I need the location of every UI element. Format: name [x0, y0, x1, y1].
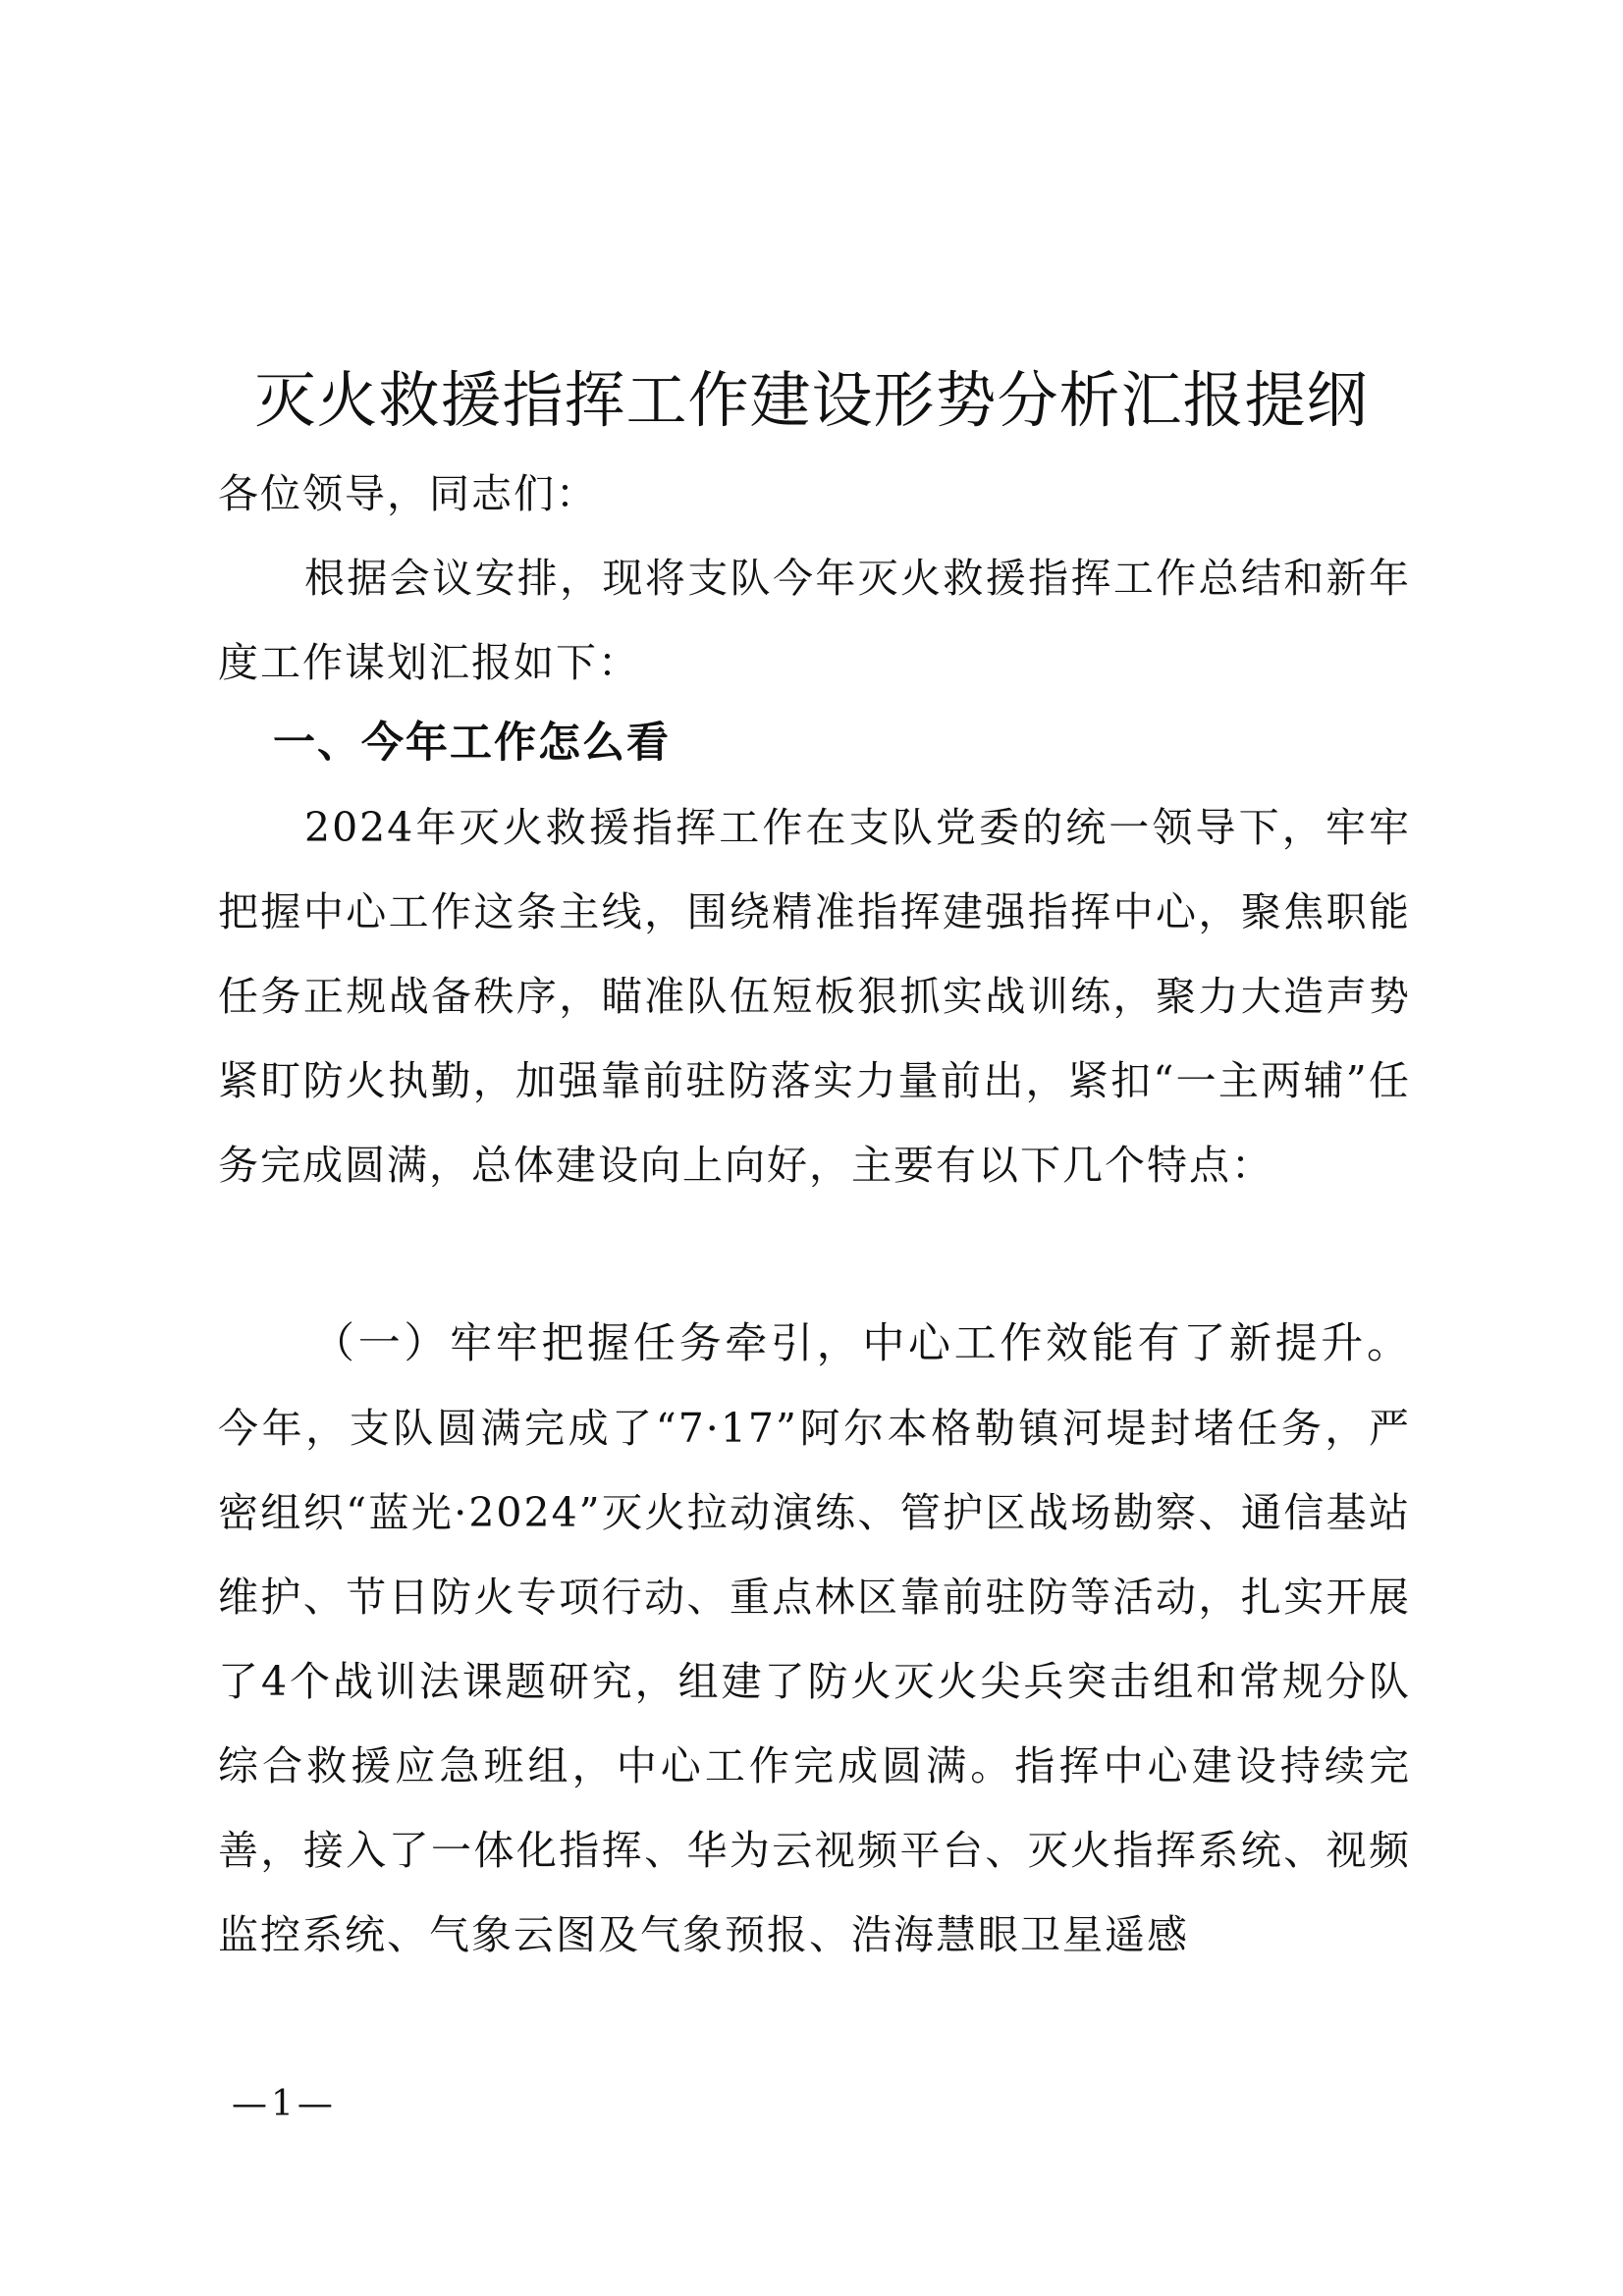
section-paragraph: 2024年灭火救援指挥工作在支队党委的统一领导下，牢牢把握中心工作这条主线，围绕精准指挥建强指挥中心，聚焦职能任务正规战备秩序，瞄准队伍短板狠抓实战训练，聚力大造声势紧盯防火执勤，加强靠前驻防落实力量前出，紧扣“一主两辅”任务完成圆满，总体建设向上向好，主要有以下几个特点：: [218, 804, 1411, 1189]
subsection-heading: （一）牢牢把握任务牵引，中心工作效能有了新提升。: [312, 1319, 1411, 1368]
intro-paragraph: 根据会议安排，现将支队今年灭火救援指挥工作总结和新年度工作谋划汇报如下：: [218, 555, 1411, 686]
subsection-text: 今年，支队圆满完成了“7·17”阿尔本格勒镇河堤封堵任务，严密组织“蓝光·2024”灭火拉动演练、管护区战场勘察、通信基站维护、节日防火专项行动、重点林区靠前驻防等活动，扎实开展了4个战训法课题研究，组建了防火灭火尖兵突击组和常规分队综合救援应急班组，中心工作完成圆满。指挥中心建设持续完善，接入了一体化指挥、华为云视频平台、灭火指挥系统、视频监控系统、气象云图及气象预报、浩海慧眼卫星遥感: [218, 1405, 1411, 1958]
subsection-paragraph: [218, 1302, 1411, 1977]
page-number: —1—: [232, 2084, 337, 2124]
greeting: 各位领导，同志们：: [218, 470, 598, 517]
section-heading: 一、今年工作怎么看: [273, 719, 671, 768]
document-title: 灭火救援指挥工作建设形势分析汇报提纲: [254, 363, 1369, 436]
